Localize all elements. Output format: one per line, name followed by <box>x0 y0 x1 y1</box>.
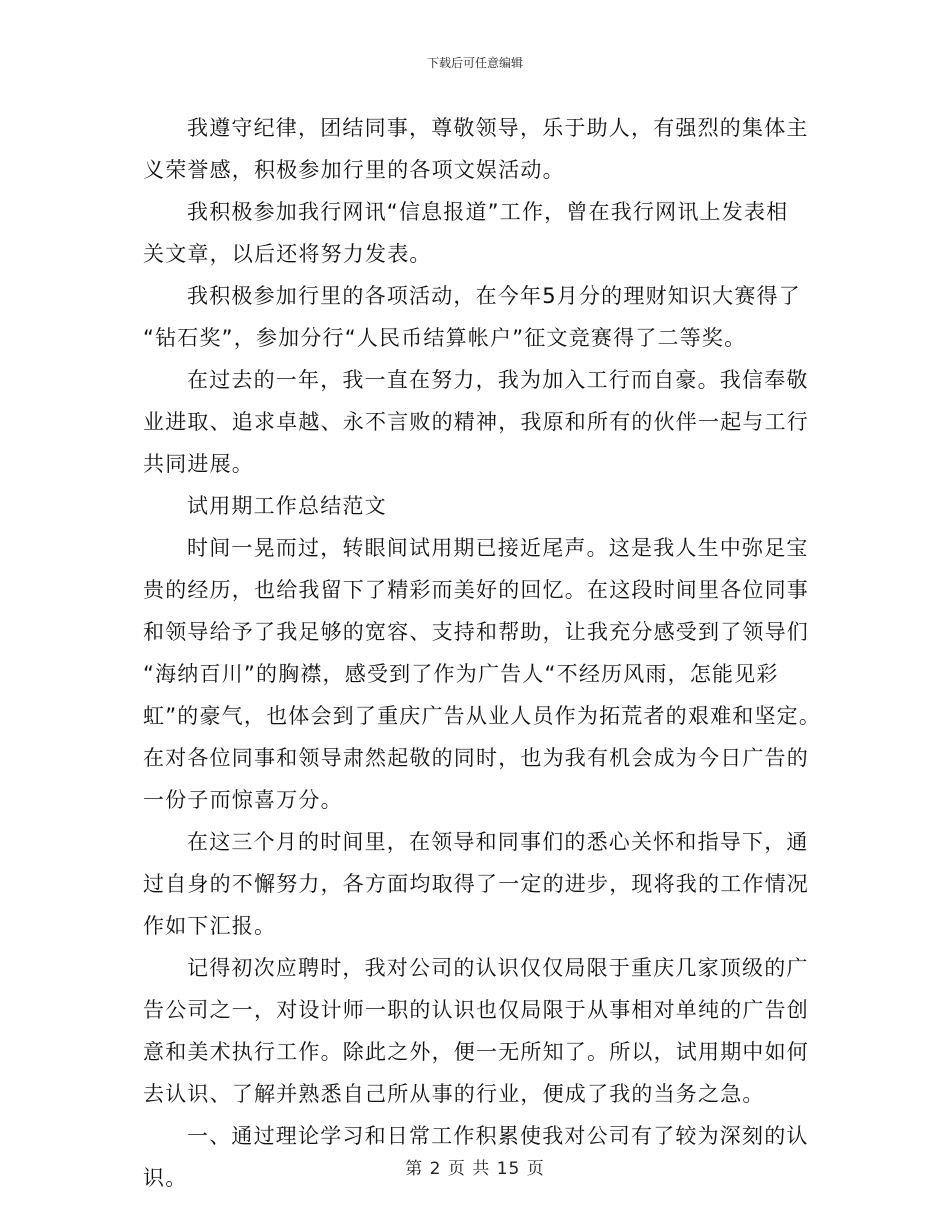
section-title: 试用期工作总结范文 <box>187 494 387 518</box>
text-line: 我积极参加我行网讯“信息报道”工作，曾在我行网讯上发表相 <box>187 200 789 224</box>
text-line: 我积极参加行里的各项活动，在今年5月分的理财知识大赛得了 <box>187 284 801 308</box>
text-line: 去认识、了解并熟悉自己所从事的行业，便成了我的当务之急。 <box>143 1082 765 1106</box>
text-line: 一、通过理论学习和日常工作积累使我对公司有了较为深刻的认 <box>187 1124 809 1148</box>
text-line: 识。 <box>143 1166 188 1190</box>
text-line: 作如下汇报。 <box>143 914 277 938</box>
text-line: 在对各位同事和领导肃然起敬的同时，也为我有机会成为今日广告的 <box>143 746 809 770</box>
text-line: 业进取、追求卓越、永不言败的精神，我原和所有的伙伴一起与工行 <box>143 410 809 434</box>
text-line: 义荣誉感，积极参加行里的各项文娱活动。 <box>143 158 565 182</box>
text-line: 虹”的豪气，也体会到了重庆广告从业人员作为拓荒者的艰难和坚定。 <box>143 704 822 728</box>
page-header-note: 下载后可任意编辑 <box>426 56 523 70</box>
page-number: 第 2 页 共 15 页 <box>405 1159 545 1179</box>
text-line: “海纳百川”的胸襟，感受到了作为广告人“不经历风雨，怎能见彩 <box>143 662 779 686</box>
text-line: 意和美术执行工作。除此之外，便一无所知了。所以，试用期中如何 <box>143 1040 809 1064</box>
text-line: 和领导给予了我足够的宽容、支持和帮助，让我充分感受到了领导们 <box>143 620 809 644</box>
text-line: “钻石奖”，参加分行“人民币结算帐户”征文竞赛得了二等奖。 <box>143 326 747 350</box>
text-line: 我遵守纪律，团结同事，尊敬领导，乐于助人，有强烈的集体主 <box>187 116 809 140</box>
text-line: 记得初次应聘时，我对公司的认识仅仅局限于重庆几家顶级的广 <box>187 956 809 980</box>
text-line: 贵的经历，也给我留下了精彩而美好的回忆。在这段时间里各位同事 <box>143 578 809 602</box>
text-line: 过自身的不懈努力，各方面均取得了一定的进步，现将我的工作情况 <box>143 872 809 896</box>
text-line: 时间一晃而过，转眼间试用期已接近尾声。这是我人生中弥足宝 <box>187 536 809 560</box>
text-line: 在这三个月的时间里，在领导和同事们的悉心关怀和指导下，通 <box>187 830 809 854</box>
text-line: 告公司之一，对设计师一职的认识也仅局限于从事相对单纯的广告创 <box>143 998 809 1022</box>
text-line: 一份子而惊喜万分。 <box>143 788 343 812</box>
text-line: 共同进展。 <box>143 452 254 476</box>
text-line: 关文章，以后还将努力发表。 <box>143 242 432 266</box>
document-body <box>143 107 822 1199</box>
text-line: 在过去的一年，我一直在努力，我为加入工行而自豪。我信奉敬 <box>187 368 809 392</box>
